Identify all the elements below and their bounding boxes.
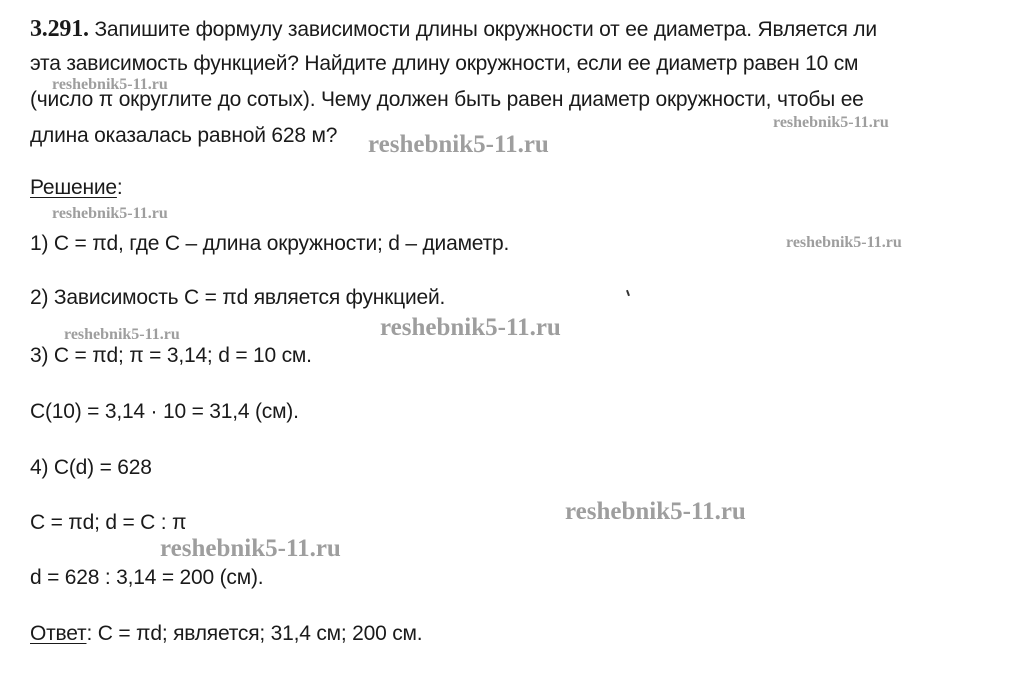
problem-text-1: Запишите формулу зависимости длины окружности от ее диаметра. Является ли xyxy=(94,18,877,41)
answer-label: Ответ xyxy=(30,622,87,645)
watermark: reshebnik5-11.ru xyxy=(786,234,902,251)
answer xyxy=(30,622,422,646)
solution-heading xyxy=(30,176,123,200)
problem-line-3: (число π округлите до сотых). Чему должен быть равен диаметр окружности, чтобы ее xyxy=(30,88,864,111)
stray-mark xyxy=(626,290,630,296)
watermark: reshebnik5-11.ru xyxy=(565,498,746,525)
watermark: reshebnik5-11.ru xyxy=(380,314,561,341)
solution-step-3: 3) C = πd; π = 3,14; d = 10 см. xyxy=(30,344,312,367)
solution-step-2: 2) Зависимость C = πd является функцией. xyxy=(30,286,446,309)
problem-line-2: эта зависимость функцией? Найдите длину окружности, если ее диаметр равен 10 см xyxy=(30,52,859,75)
problem-number: 3.291. xyxy=(30,16,89,42)
solution-step-3-calc: C(10) = 3,14 · 10 = 31,4 (см). xyxy=(30,400,299,423)
solution-step-4-formula: C = πd; d = C : π xyxy=(30,511,187,534)
watermark: reshebnik5-11.ru xyxy=(368,131,549,158)
watermark: reshebnik5-11.ru xyxy=(160,535,341,562)
problem-line-1 xyxy=(30,16,877,43)
solution-heading-label: Решение xyxy=(30,176,117,199)
watermark: reshebnik5-11.ru xyxy=(64,326,180,343)
watermark: reshebnik5-11.ru xyxy=(52,76,168,93)
problem-line-4: длина оказалась равной 628 м? xyxy=(30,124,338,147)
solution-heading-colon: : xyxy=(116,176,123,199)
watermark: reshebnik5-11.ru xyxy=(52,205,168,222)
watermark: reshebnik5-11.ru xyxy=(773,114,889,131)
answer-text: : C = πd; является; 31,4 см; 200 см. xyxy=(86,622,423,645)
solution-step-1: 1) C = πd, где C – длина окружности; d – диаметр. xyxy=(30,232,510,255)
solution-step-4-calc: d = 628 : 3,14 = 200 (см). xyxy=(30,566,264,589)
solution-step-4: 4) C(d) = 628 xyxy=(30,456,152,479)
